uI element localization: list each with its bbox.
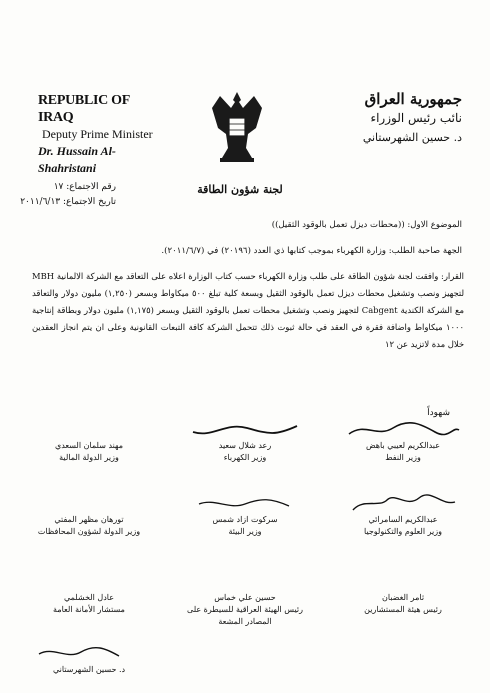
signatory-title: وزير الدولة لشؤون المحافظات [37, 527, 141, 536]
signatory-name: عادل الخشلمي [63, 593, 115, 602]
signatory-name: ثامر الغضبان [381, 593, 425, 602]
signatory-title: مستشار الأمانة العامة [53, 605, 125, 614]
decision-text: القرار: وافقت لجنة شؤون الطاقة على طلب وزارة الكهرباء حسب كتاب الوزارة اعلاه على التعاقد مع الشركة الالمانية MBH لتجهيز ونصب وتشغيل محطات ديزل تعمل بالوقود الثقيل وبسعة كلية تبلغ ٥٠٠ ميكاواط وبسعر (١,٢٥٠) مليون دولار والتعاقد مع الشركة الكندية Cabgent لتجهيز ونصب وتشغيل محطات تعمل بالوقود الثقيل وبسعر (١,١٧٥) مليون دولار وبطاقة إنتاجية ١٠٠٠ ميكاواط واضافة فقرة في العقد في حالة ثبوت ذلك تتحمل الشركة كافة التبعات القانونية وعلى ان يتم انجاز العقدين خلال مدة لاتزيد عن ١٢ [32, 271, 464, 349]
witness-label: شهوداً [427, 408, 450, 418]
handwritten-signature [185, 494, 305, 514]
country-name-ar: جمهورية العراق [364, 90, 462, 108]
handwritten-signature [343, 572, 463, 592]
signature-block [24, 572, 154, 616]
letterhead-arabic [332, 90, 462, 147]
subject-line: الموضوع الاول: ((محطات ديزل تعمل بالوقود الثقيل)) [271, 220, 462, 230]
signature-block [24, 644, 154, 676]
signature-block [180, 420, 310, 464]
signatory-name: حسين علي خماس [214, 593, 276, 602]
signature-block [180, 494, 310, 538]
handwritten-signature [185, 572, 305, 592]
meeting-info [6, 180, 116, 210]
signatory-name: تورهان مظهر المفتي [54, 515, 124, 524]
committee-title: لجنة شؤون الطاقة [197, 183, 283, 196]
signatory-title: رئيس هيئة المستشارين [364, 605, 442, 614]
signatory-name: رعد شلال سعيد [218, 441, 272, 450]
iraq-eagle-emblem-icon [208, 88, 266, 166]
signature-block [180, 572, 310, 628]
official-name-ar: د. حسين الشهرستاني [362, 131, 462, 144]
signature-block [24, 420, 154, 464]
official-name: Dr. Hussain Al-Shahristani [38, 144, 116, 175]
office-title-ar: نائب رئيس الوزراء [370, 111, 462, 125]
signatory-name: مهند سلمان السعدي [54, 441, 124, 450]
letterhead-english [38, 92, 158, 177]
requesting-party: الجهة صاحبة الطلب: وزارة الكهرباء بموجب كتابها ذي العدد (٢٠١٩٦) في (٢٠١١/٦/٧). [161, 246, 462, 256]
signatory-title: وزير النفط [385, 453, 421, 462]
meeting-date: تاريخ الاجتماع: ٢٠١١/٦/١٣ [20, 197, 116, 207]
meeting-number: رقم الاجتماع: ١٧ [53, 182, 116, 192]
signatory-title: وزير الدولة المالية [59, 453, 119, 462]
signatory-title: وزير البيئة [228, 527, 262, 536]
signatory-title: وزير الكهرباء [223, 453, 267, 462]
signatory-title: رئيس الهيئة العراقية للسيطرة على المصادر المشعة [187, 605, 303, 626]
signatory-name: سركوت ازاد شمس [212, 515, 278, 524]
signature-block [338, 494, 468, 538]
office-title: Deputy Prime Minister [42, 127, 153, 141]
handwritten-signature [29, 572, 149, 592]
signature-block [24, 494, 154, 538]
signatory-title: وزير العلوم والتكنولوجيا [364, 527, 442, 536]
handwritten-signature [29, 644, 149, 664]
signatory-name: عبدالكريم لعيبي باهض [366, 441, 440, 450]
signature-block [338, 572, 468, 616]
handwritten-signature [343, 420, 463, 440]
country-name: REPUBLIC OF IRAQ [38, 93, 130, 125]
handwritten-signature [29, 494, 149, 514]
handwritten-signature [343, 494, 463, 514]
handwritten-signature [29, 420, 149, 440]
handwritten-signature [185, 420, 305, 440]
signatory-name: عبدالكريم السامرائي [368, 515, 438, 524]
signatory-name: د. حسين الشهرستاني [52, 665, 126, 674]
signature-block [338, 420, 468, 464]
